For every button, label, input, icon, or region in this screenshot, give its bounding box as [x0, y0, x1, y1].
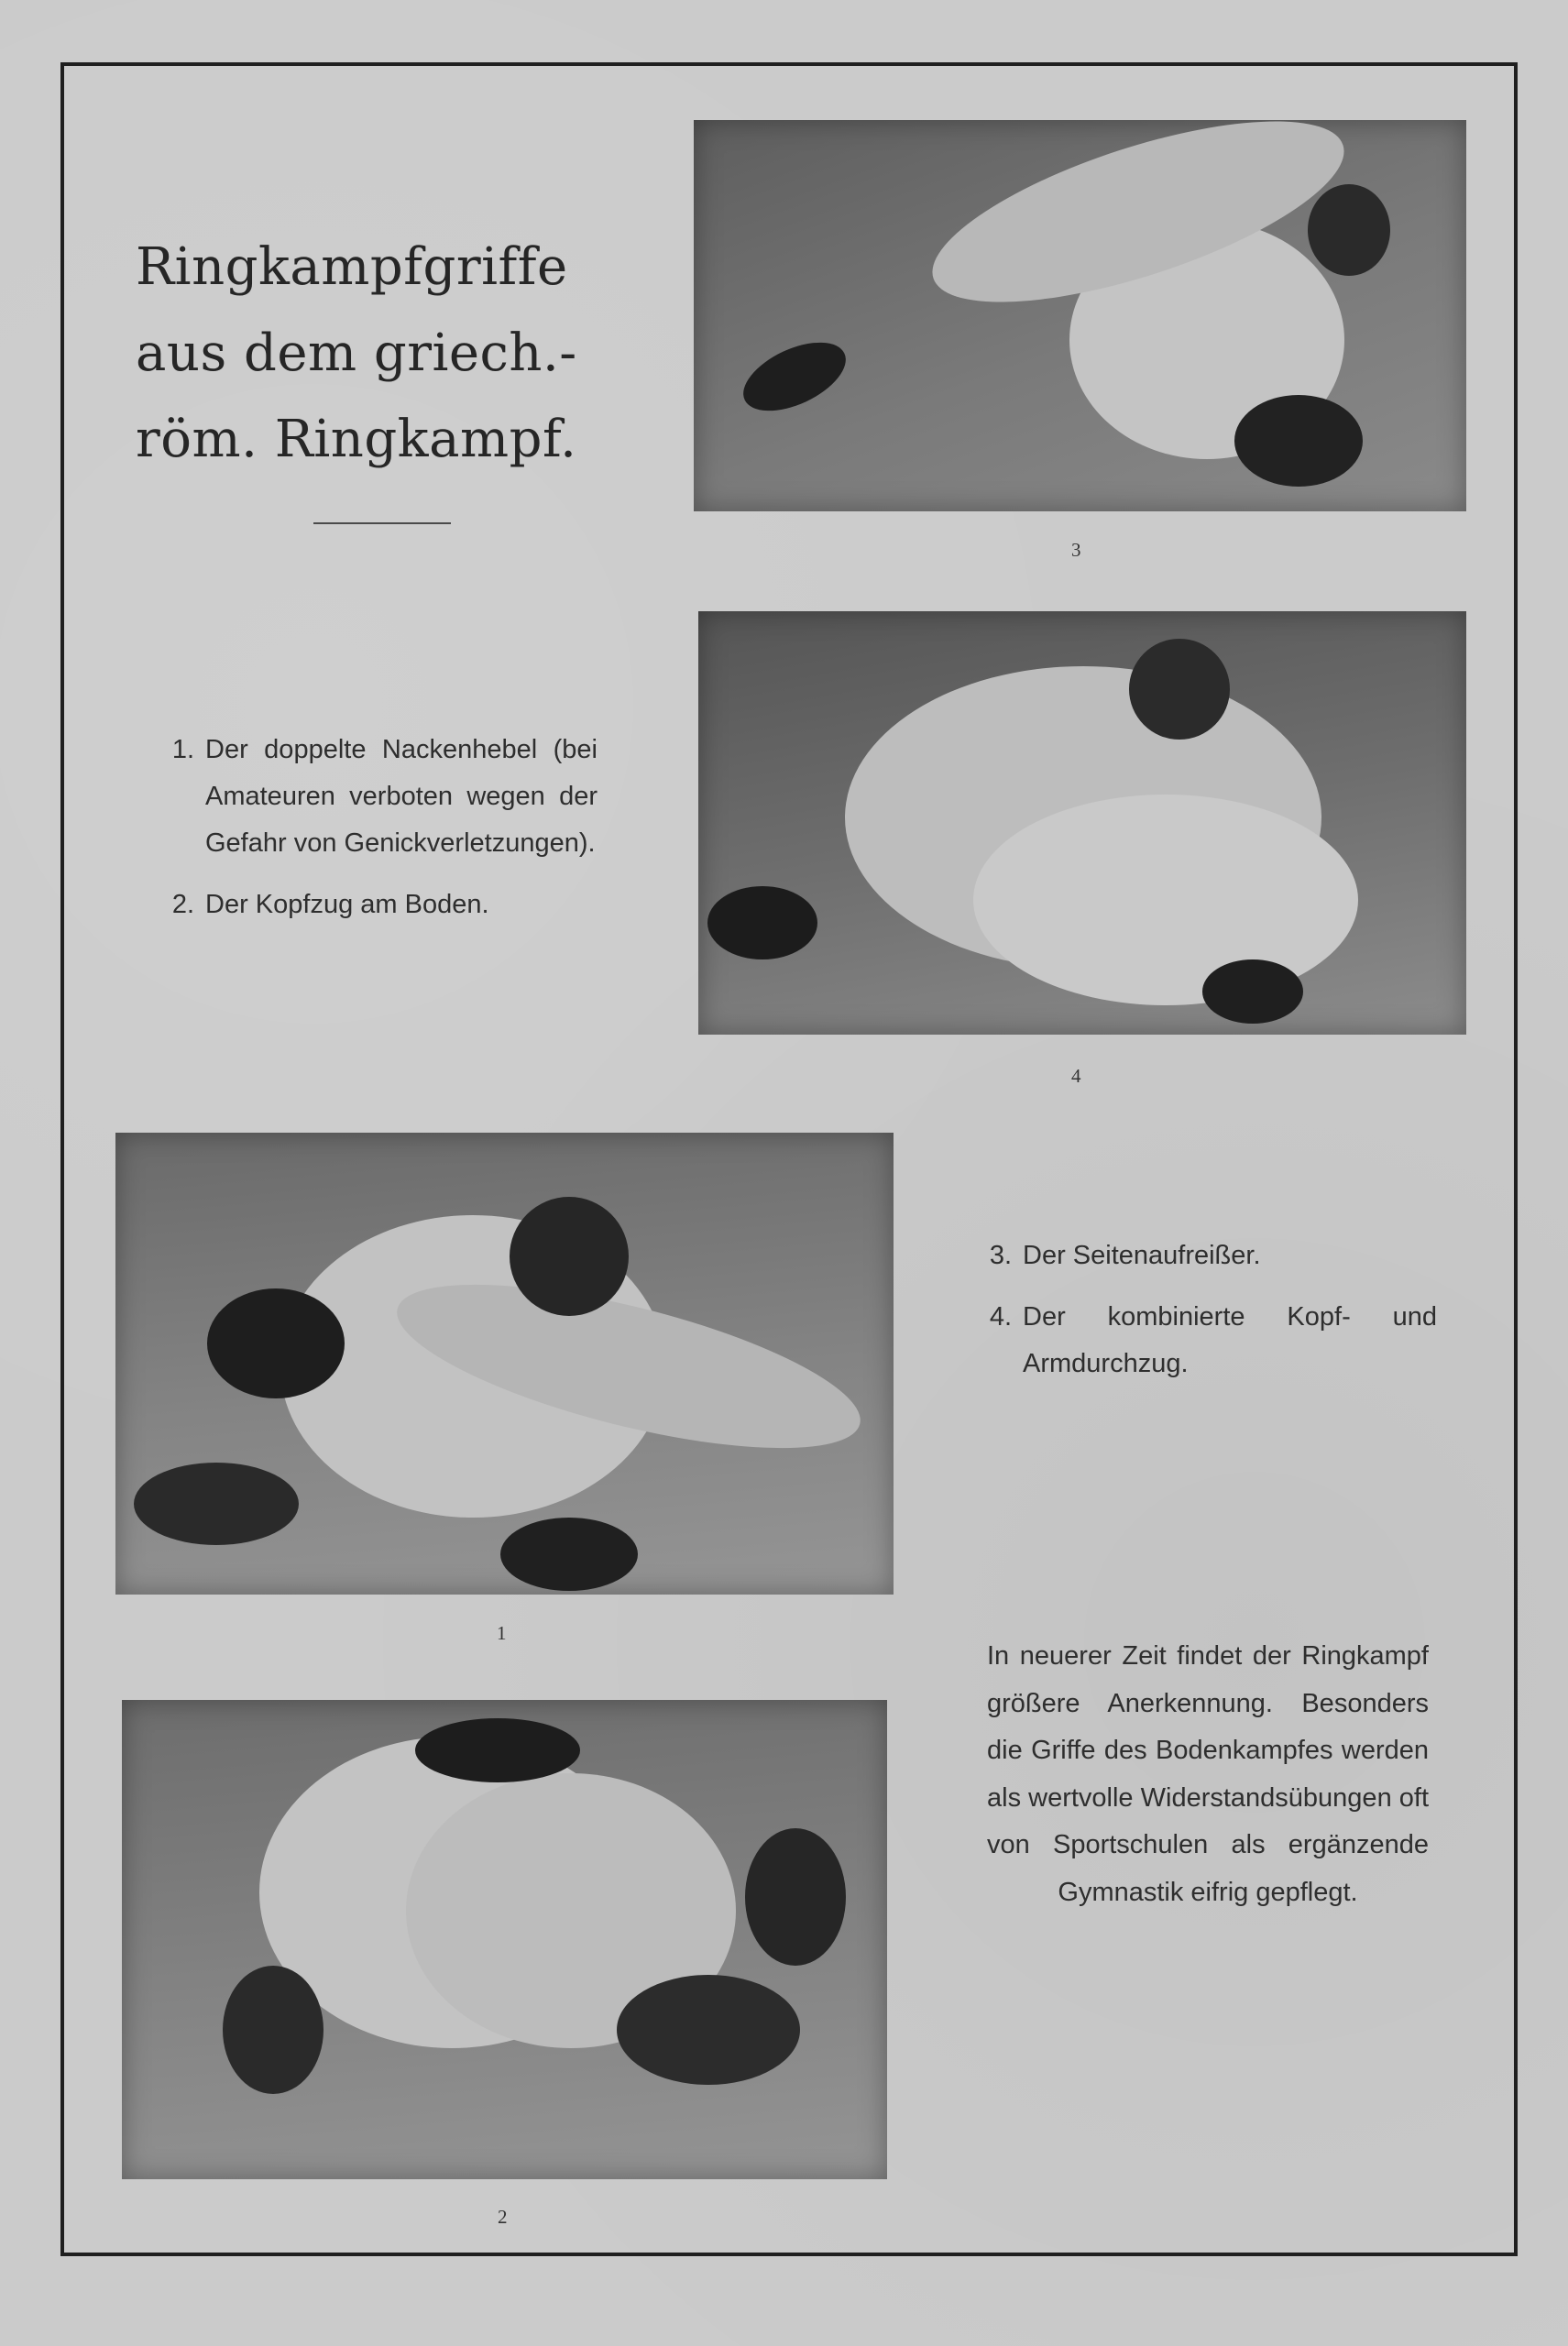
body-paragraph: In neuerer Zeit findet der Ringkampf größere Anerkennung. Besonders die Griffe des Bodenkampfes werden als wertvolle Widerstandsübungen oft von Sportschulen als ergänzende Gymnastik eifrig gepflegt.	[987, 1641, 1429, 1907]
wrestler-figure	[973, 795, 1358, 1005]
wrestler-head	[223, 1966, 323, 2094]
caption-list-left	[152, 727, 598, 928]
wrestler-head	[500, 1518, 638, 1591]
wrestler-trunks	[207, 1288, 345, 1398]
title-line-2: aus dem griech.-	[136, 323, 577, 383]
wrestler-head	[1308, 184, 1390, 276]
wrestler-foot	[745, 1828, 846, 1966]
wrestler-head	[1202, 959, 1303, 1024]
wrestler-head	[510, 1197, 629, 1316]
photo-2	[122, 1700, 887, 2179]
photo-1-number: 1	[497, 1622, 507, 1644]
caption-item	[152, 727, 598, 867]
caption-number: 4.	[989, 1302, 1012, 1332]
caption-text: Der Kopfzug am Boden.	[205, 890, 489, 919]
caption-text: Der kombinierte Kopf- und Armdurchzug.	[1023, 1302, 1437, 1378]
caption-number: 3.	[989, 1241, 1012, 1270]
wrestler-foot	[733, 328, 856, 424]
title-line-1: Ringkampfgriffe	[136, 237, 568, 297]
wrestler-head	[1234, 395, 1363, 487]
caption-number: 2.	[171, 890, 194, 919]
wrestler-head	[1129, 639, 1230, 740]
caption-text: Der doppelte Nackenhebel (bei Amateuren verboten wegen der Gefahr von Genickverletzungen).	[205, 735, 598, 858]
wrestler-foot	[617, 1975, 800, 2085]
caption-number: 1.	[171, 735, 194, 764]
caption-item	[970, 1233, 1437, 1279]
wrestler-foot	[707, 886, 817, 959]
photo-1	[115, 1133, 894, 1595]
photo-4	[698, 611, 1466, 1035]
title-divider	[313, 522, 451, 524]
page-title	[136, 225, 649, 483]
caption-item	[970, 1294, 1437, 1387]
photo-4-number: 4	[1071, 1065, 1081, 1087]
photo-3	[694, 120, 1466, 511]
title-line-3: röm. Ringkampf.	[136, 410, 577, 469]
photo-2-number: 2	[498, 2206, 508, 2228]
wrestler-foot	[134, 1463, 299, 1545]
photo-3-number: 3	[1071, 539, 1081, 561]
caption-text: Der Seitenaufreißer.	[1023, 1241, 1261, 1270]
wrestler-trunks	[415, 1718, 580, 1782]
caption-item	[152, 882, 598, 928]
caption-list-right	[970, 1233, 1437, 1387]
